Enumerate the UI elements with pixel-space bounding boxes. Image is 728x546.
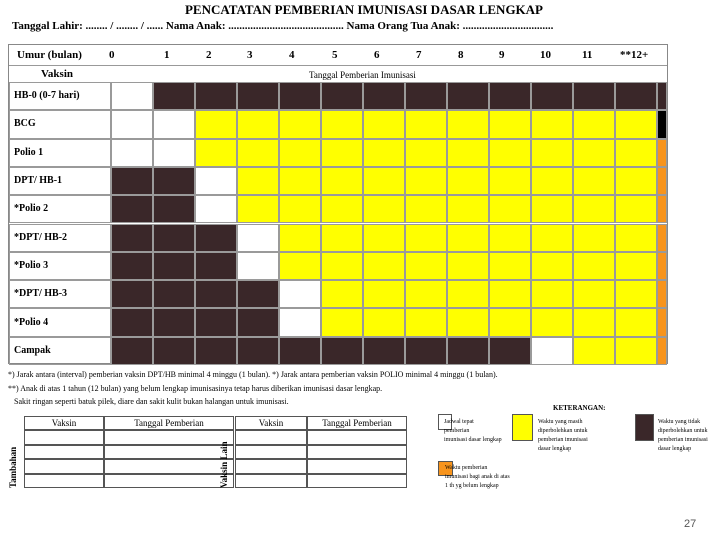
schedule-cell[interactable] [237, 110, 279, 138]
table-header-cell [24, 416, 104, 430]
vaccine-row-label-cell [9, 224, 111, 252]
schedule-cell[interactable] [195, 308, 237, 336]
schedule-cell[interactable] [279, 224, 321, 252]
schedule-cell[interactable] [111, 308, 153, 336]
schedule-cell[interactable] [237, 195, 279, 223]
schedule-cell[interactable] [615, 308, 657, 336]
schedule-cell[interactable] [531, 110, 573, 138]
schedule-cell[interactable] [237, 337, 279, 365]
schedule-cell[interactable] [279, 139, 321, 167]
legend-line: pemberian imunisasi [658, 437, 708, 443]
schedule-cell[interactable] [531, 280, 573, 308]
schedule-cell[interactable] [363, 82, 405, 110]
schedule-cell[interactable] [573, 110, 615, 138]
legend-line: imunisasi dasar lengkap [444, 437, 502, 443]
schedule-cell[interactable] [363, 280, 405, 308]
schedule-cell[interactable] [573, 224, 615, 252]
legend-line: pemberian imunisasi [538, 437, 588, 443]
schedule-cell[interactable] [363, 337, 405, 365]
schedule-cell[interactable] [279, 167, 321, 195]
age-month-8: 8 [458, 49, 464, 61]
schedule-cell[interactable] [237, 82, 279, 110]
vaccine-row-label-cell [9, 110, 111, 138]
schedule-cell[interactable] [279, 110, 321, 138]
vaccine-name: *Polio 3 [14, 259, 49, 271]
table-entry-cell[interactable] [235, 430, 307, 444]
schedule-cell[interactable] [405, 167, 447, 195]
schedule-cell[interactable] [153, 82, 195, 110]
schedule-cell[interactable] [363, 139, 405, 167]
schedule-cell[interactable] [153, 280, 195, 308]
table-entry-cell[interactable] [104, 474, 234, 488]
age-month-4: 4 [289, 49, 295, 61]
schedule-cell[interactable] [531, 224, 573, 252]
schedule-cell[interactable] [195, 82, 237, 110]
legend-line: imunisasi bagi anak di atas [445, 474, 510, 480]
schedule-cell[interactable] [405, 224, 447, 252]
vaccine-name: Polio 1 [14, 146, 44, 158]
schedule-cell[interactable] [195, 224, 237, 252]
age-header-label: Umur (bulan) [17, 49, 82, 61]
schedule-cell[interactable] [657, 82, 667, 110]
age-month-7: 7 [416, 49, 422, 61]
vaccine-row-label-cell [9, 280, 111, 308]
schedule-cell[interactable] [615, 195, 657, 223]
schedule-cell[interactable] [279, 82, 321, 110]
schedule-cell[interactable] [237, 167, 279, 195]
schedule-cell[interactable] [657, 337, 667, 365]
schedule-cell[interactable] [615, 337, 657, 365]
schedule-cell[interactable] [279, 195, 321, 223]
age-month-11: 11 [582, 49, 593, 61]
tambahan-side-label: Tambahan [8, 446, 18, 488]
table-entry-cell[interactable] [104, 459, 234, 473]
schedule-cell[interactable] [363, 224, 405, 252]
legend-line: Waktu pemberian [445, 465, 488, 471]
schedule-cell[interactable] [573, 252, 615, 280]
age-month-0: 0 [109, 49, 115, 61]
schedule-cell[interactable] [237, 252, 279, 280]
schedule-cell[interactable] [237, 224, 279, 252]
schedule-cell[interactable] [321, 110, 363, 138]
schedule-cell[interactable] [237, 308, 279, 336]
age-month-12: **12+ [620, 49, 649, 61]
legend-line: dasar lengkap [538, 446, 572, 452]
schedule-cell[interactable] [111, 224, 153, 252]
schedule-cell[interactable] [447, 82, 489, 110]
vaccine-name: *DPT/ HB-2 [14, 231, 68, 243]
schedule-cell[interactable] [237, 139, 279, 167]
age-month-10: 10 [540, 49, 551, 61]
schedule-cell[interactable] [195, 280, 237, 308]
schedule-cell[interactable] [111, 82, 153, 110]
schedule-cell[interactable] [111, 167, 153, 195]
schedule-cell[interactable] [531, 139, 573, 167]
schedule-cell[interactable] [657, 280, 667, 308]
page-number: 27 [684, 518, 697, 530]
schedule-cell[interactable] [447, 139, 489, 167]
schedule-cell[interactable] [321, 337, 363, 365]
schedule-cell[interactable] [195, 337, 237, 365]
schedule-cell[interactable] [615, 139, 657, 167]
schedule-cell[interactable] [195, 110, 237, 138]
schedule-cell[interactable] [153, 167, 195, 195]
legend-yellow-swatch [512, 414, 533, 441]
table-entry-cell[interactable] [104, 445, 234, 459]
schedule-cell[interactable] [489, 308, 531, 336]
header-divider [9, 65, 667, 66]
legend-line: pemberian [444, 428, 470, 434]
schedule-cell[interactable] [405, 337, 447, 365]
schedule-cell[interactable] [489, 82, 531, 110]
vaksin-lain-table [235, 416, 407, 488]
schedule-cell[interactable] [405, 252, 447, 280]
schedule-cell[interactable] [111, 139, 153, 167]
schedule-cell[interactable] [363, 252, 405, 280]
schedule-cell[interactable] [153, 224, 195, 252]
legend-line: dasar lengkap [658, 446, 692, 452]
legend-line: diperbolehkan untuk [658, 428, 708, 434]
schedule-cell[interactable] [615, 110, 657, 138]
schedule-cell[interactable] [321, 308, 363, 336]
schedule-cell[interactable] [279, 337, 321, 365]
schedule-cell[interactable] [657, 139, 667, 167]
vaccine-row-label-cell [9, 139, 111, 167]
schedule-cell[interactable] [111, 110, 153, 138]
schedule-cell[interactable] [195, 167, 237, 195]
schedule-cell[interactable] [531, 167, 573, 195]
identity-fields-line: Tanggal Lahir: ........ / ........ / ...... Nama Anak: .......................................... Nama Orang Tua Anak: ................................. [12, 20, 554, 32]
vaksin-column-header: Vaksin [51, 418, 77, 428]
schedule-cell[interactable] [657, 252, 667, 280]
date-header-label: Tanggal Pemberian Imunisasi [309, 70, 416, 80]
table-entry-cell[interactable] [307, 445, 407, 459]
schedule-cell[interactable] [111, 195, 153, 223]
schedule-cell[interactable] [405, 82, 447, 110]
schedule-cell[interactable] [447, 110, 489, 138]
vaccine-name: BCG [14, 118, 36, 130]
table-header-cell [235, 416, 307, 430]
schedule-cell[interactable] [615, 252, 657, 280]
schedule-cell[interactable] [447, 252, 489, 280]
schedule-cell[interactable] [321, 280, 363, 308]
tanggal-column-header: Tanggal Pemberian [134, 418, 204, 428]
vaccine-header-label: Vaksin [41, 68, 74, 80]
schedule-cell[interactable] [321, 167, 363, 195]
schedule-cell[interactable] [363, 195, 405, 223]
schedule-cell[interactable] [531, 308, 573, 336]
schedule-cell[interactable] [615, 224, 657, 252]
schedule-cell[interactable] [489, 167, 531, 195]
schedule-cell[interactable] [321, 195, 363, 223]
schedule-cell[interactable] [573, 308, 615, 336]
table-entry-cell[interactable] [24, 430, 104, 444]
schedule-cell[interactable] [447, 195, 489, 223]
age-month-1: 1 [164, 49, 170, 61]
schedule-cell[interactable] [153, 308, 195, 336]
schedule-cell[interactable] [279, 280, 321, 308]
schedule-cell[interactable] [657, 195, 667, 223]
schedule-cell[interactable] [363, 167, 405, 195]
schedule-cell[interactable] [615, 82, 657, 110]
note-interval: *) Jarak antara (interval) pemberian vaksin DPT/HB minimal 4 minggu (1 bulan). *) Jarak antara pemberian vaksin POLIO minimal 4 minggu (1 bulan). [8, 370, 498, 379]
vaccine-name: *DPT/ HB-3 [14, 288, 68, 300]
schedule-cell[interactable] [573, 82, 615, 110]
legend-line: 1 th yg belum lengkap [445, 483, 499, 489]
legend-dark-swatch [635, 414, 654, 441]
schedule-cell[interactable] [153, 110, 195, 138]
vaccine-row-label-cell [9, 195, 111, 223]
schedule-cell[interactable] [573, 139, 615, 167]
table-entry-cell[interactable] [24, 445, 104, 459]
schedule-cell[interactable] [489, 139, 531, 167]
schedule-cell[interactable] [111, 280, 153, 308]
schedule-cell[interactable] [237, 280, 279, 308]
schedule-cell[interactable] [573, 167, 615, 195]
table-entry-cell[interactable] [307, 474, 407, 488]
vaccine-row-label-cell [9, 337, 111, 365]
schedule-cell[interactable] [363, 308, 405, 336]
table-entry-cell[interactable] [104, 430, 234, 444]
legend-title: KETERANGAN: [553, 404, 606, 412]
tambahan-table [24, 416, 234, 488]
schedule-cell[interactable] [531, 337, 573, 365]
schedule-cell[interactable] [153, 195, 195, 223]
table-entry-cell[interactable] [235, 445, 307, 459]
schedule-cell[interactable] [405, 139, 447, 167]
schedule-cell[interactable] [153, 139, 195, 167]
age-month-6: 6 [374, 49, 380, 61]
schedule-cell[interactable] [447, 280, 489, 308]
table-header-cell [104, 416, 234, 430]
table-header-cell [307, 416, 407, 430]
page-title: PENCATATAN PEMBERIAN IMUNISASI DASAR LENGKAP [184, 2, 543, 17]
age-month-9: 9 [499, 49, 505, 61]
vaccine-row-label-cell [9, 252, 111, 280]
tanggal-column-header: Tanggal Pemberian [322, 418, 392, 428]
schedule-cell[interactable] [405, 280, 447, 308]
schedule-cell[interactable] [615, 167, 657, 195]
schedule-cell[interactable] [153, 337, 195, 365]
schedule-cell[interactable] [279, 308, 321, 336]
table-entry-cell[interactable] [24, 459, 104, 473]
vaccine-name: HB-0 (0-7 hari) [14, 90, 80, 102]
schedule-cell[interactable] [531, 252, 573, 280]
table-entry-cell[interactable] [307, 430, 407, 444]
schedule-cell[interactable] [321, 139, 363, 167]
legend-line: Waktu yang tidak [658, 419, 701, 425]
schedule-cell[interactable] [405, 195, 447, 223]
schedule-cell[interactable] [615, 280, 657, 308]
vaccine-name: *Polio 4 [14, 316, 49, 328]
vaccine-name: *Polio 2 [14, 203, 49, 215]
legend-line: diperbolehkan untuk [538, 428, 588, 434]
schedule-cell[interactable] [531, 82, 573, 110]
schedule-cell[interactable] [447, 224, 489, 252]
vaccine-row-label-cell [9, 167, 111, 195]
schedule-cell[interactable] [657, 110, 667, 138]
schedule-cell[interactable] [321, 82, 363, 110]
schedule-cell[interactable] [489, 337, 531, 365]
age-month-5: 5 [332, 49, 338, 61]
schedule-cell[interactable] [489, 224, 531, 252]
schedule-cell[interactable] [657, 167, 667, 195]
schedule-cell[interactable] [531, 195, 573, 223]
schedule-cell[interactable] [405, 308, 447, 336]
schedule-cell[interactable] [195, 252, 237, 280]
schedule-cell[interactable] [363, 110, 405, 138]
schedule-cell[interactable] [279, 252, 321, 280]
schedule-cell[interactable] [447, 337, 489, 365]
table-entry-cell[interactable] [235, 459, 307, 473]
schedule-cell[interactable] [321, 224, 363, 252]
schedule-cell[interactable] [195, 139, 237, 167]
legend-line: Jadwal tepat [444, 419, 474, 425]
schedule-cell[interactable] [447, 167, 489, 195]
vaksin-lain-side-label: Vaksin Lain [219, 441, 229, 488]
schedule-cell[interactable] [573, 337, 615, 365]
age-month-3: 3 [247, 49, 253, 61]
age-month-2: 2 [206, 49, 212, 61]
vaccine-name: Campak [14, 344, 51, 356]
schedule-cell[interactable] [405, 110, 447, 138]
schedule-cell[interactable] [153, 252, 195, 280]
schedule-cell[interactable] [111, 252, 153, 280]
schedule-cell[interactable] [489, 252, 531, 280]
schedule-cell[interactable] [321, 252, 363, 280]
schedule-cell[interactable] [489, 195, 531, 223]
schedule-cell[interactable] [195, 195, 237, 223]
schedule-cell[interactable] [447, 308, 489, 336]
immunization-grid [8, 44, 668, 364]
table-entry-cell[interactable] [307, 459, 407, 473]
schedule-cell[interactable] [657, 308, 667, 336]
schedule-cell[interactable] [657, 224, 667, 252]
table-entry-cell[interactable] [235, 474, 307, 488]
schedule-cell[interactable] [489, 280, 531, 308]
note-over-one-year: **) Anak di atas 1 tahun (12 bulan) yang belum lengkap imunisasinya tetap harus diberikan imunisasi dasar lengkap. [8, 384, 383, 393]
schedule-cell[interactable] [573, 280, 615, 308]
schedule-cell[interactable] [573, 195, 615, 223]
table-entry-cell[interactable] [24, 474, 104, 488]
note-mild-illness: Sakit ringan seperti batuk pilek, diare dan sakit kulit bukan halangan untuk imunisasi. [14, 397, 289, 406]
vaksin-column-header: Vaksin [258, 418, 284, 428]
schedule-cell[interactable] [489, 110, 531, 138]
vaccine-row-label-cell [9, 82, 111, 110]
vaccine-row-label-cell [9, 308, 111, 336]
vaccine-name: DPT/ HB-1 [14, 175, 63, 187]
schedule-cell[interactable] [111, 337, 153, 365]
legend-line: Waktu yang masih [538, 419, 583, 425]
